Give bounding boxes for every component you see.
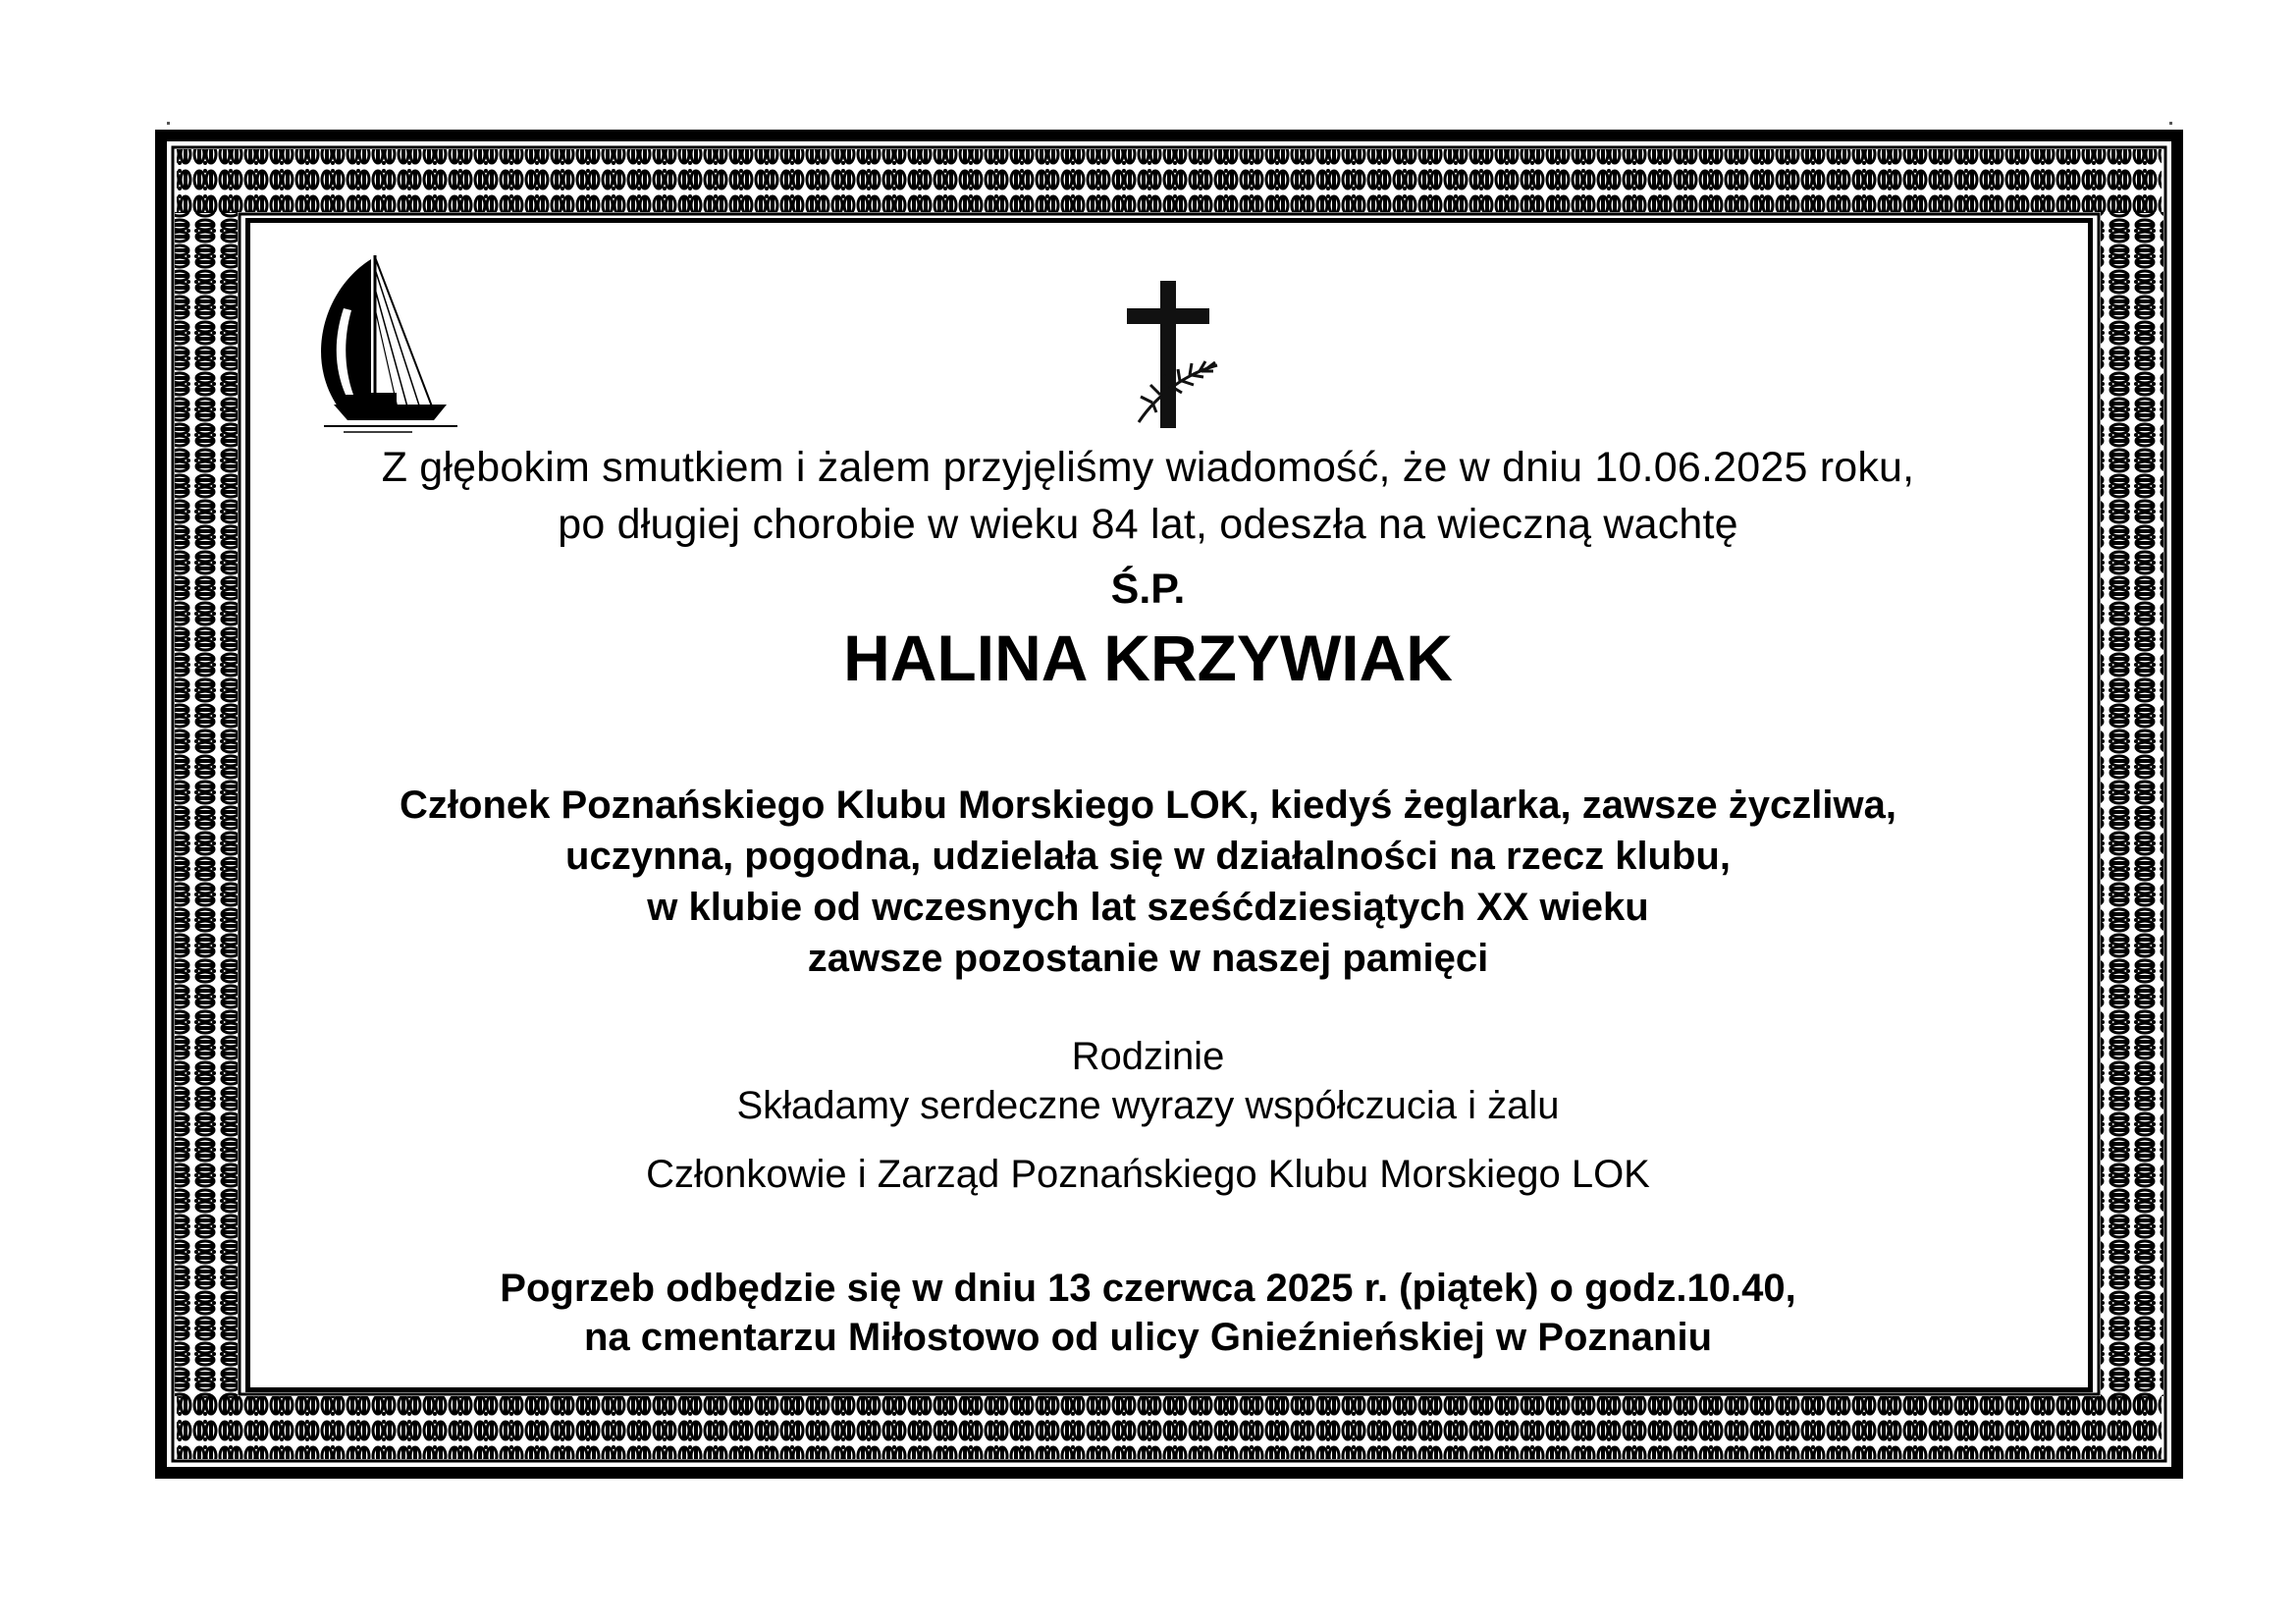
signatories: Członkowie i Zarząd Poznańskiego Klubu Morskiego LOK <box>646 1153 1650 1196</box>
condolence-recipient: Rodzinie <box>1071 1035 1225 1078</box>
tribute-line-2: uczynna, pogodna, udzielała się w działalności na rzecz klubu, <box>565 835 1731 878</box>
sailboat-icon <box>304 249 461 436</box>
intro-line-1: Z głębokim smutkiem i żalem przyjęliśmy wiadomość, że w dniu 10.06.2025 roku, <box>381 444 1915 491</box>
tribute-line-3: w klubie od wczesnych lat sześćdziesiątych XX wieku <box>647 886 1649 929</box>
corner-mark-left <box>167 122 170 125</box>
funeral-line-1: Pogrzeb odbędzie się w dniu 13 czerwca 2025 r. (piątek) o godz.10.40, <box>500 1267 1796 1310</box>
funeral-line-2: na cmentarzu Miłostowo od ulicy Gnieźnieńskiej w Poznaniu <box>583 1316 1713 1359</box>
honorific: Ś.P. <box>1110 566 1186 613</box>
cross-with-palm-icon <box>1109 275 1227 432</box>
tribute-line-4: zawsze pozostanie w naszej pamięci <box>807 937 1489 980</box>
intro-line-2: po długiej chorobie w wieku 84 lat, odeszła na wieczną wachtę <box>558 501 1738 548</box>
condolence-text: Składamy serdeczne wyrazy współczucia i żalu <box>736 1084 1560 1127</box>
tribute-line-1: Członek Poznańskiego Klubu Morskiego LOK, kiedyś żeglarka, zawsze życzliwa, <box>400 784 1896 827</box>
corner-mark-right <box>2169 122 2172 125</box>
deceased-name: HALINA KRZYWIAK <box>843 622 1453 694</box>
